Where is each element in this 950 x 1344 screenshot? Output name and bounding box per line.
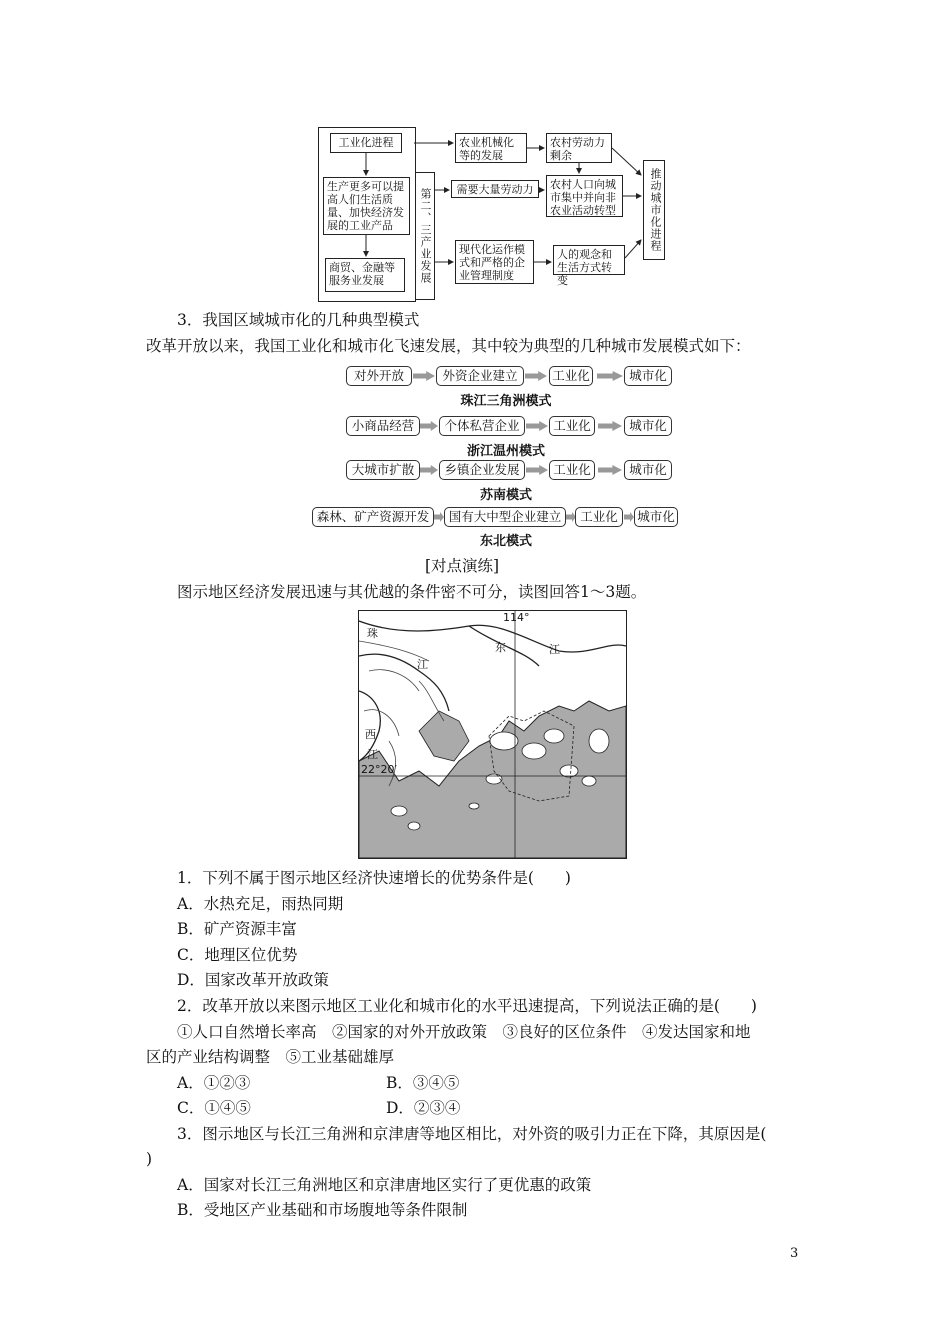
section-heading: 3．我国区域城市化的几种典型模式 (177, 311, 420, 329)
lifestyle-box: 人的观念和生活方式转变 (553, 245, 625, 275)
q1-option-b: B．矿产资源丰富 (177, 920, 297, 938)
model-step: 工业化 (549, 416, 595, 436)
practice-title: [对点演练] (425, 557, 500, 575)
model-step: 工业化 (549, 366, 593, 386)
q2-option-c: C．①④⑤ (177, 1099, 251, 1117)
agri-box: 农业机械化等的发展 (455, 133, 527, 163)
production-box: 生产更多可以提高人们生活质量、加快经济发展的工业产品 (323, 177, 410, 235)
migration-box: 农村人口向城市集中并向非农业活动转型 (546, 175, 623, 217)
model-step: 乡镇企业发展 (439, 460, 525, 480)
map-label: 西 (365, 728, 376, 741)
q3-stem-line1: 3．图示地区与长江三角洲和京津唐等地区相比，对外资的吸引力正在下降，其原因是( (177, 1125, 767, 1143)
map-label: 江 (367, 748, 378, 761)
model-step: 城市化 (634, 507, 678, 527)
model-caption: 东北模式 (479, 534, 532, 549)
q2-option-a: A．①②③ (177, 1074, 251, 1092)
model-step: 工业化 (575, 507, 623, 527)
section-intro: 改革开放以来，我国工业化和城市化飞速发展，其中较为典型的几种城市发展模式如下： (146, 337, 751, 355)
model-caption: 苏南模式 (479, 488, 532, 503)
q1-stem: 1．下列不属于图示地区经济快速增长的优势条件是( ) (177, 869, 571, 887)
lon-label: 114° (503, 611, 530, 624)
map-label: 东 (495, 641, 506, 654)
model-step: 森林、矿产资源开发 (312, 507, 434, 527)
flowchart-arrows (0, 0, 950, 320)
q3-stem-line2: ) (146, 1150, 153, 1168)
arrow-icon (420, 421, 438, 431)
arrow-icon (525, 371, 547, 381)
practice-intro: 图示地区经济发展迅速与其优越的条件密不可分，读图回答1～3题。 (177, 583, 647, 601)
model-step: 城市化 (624, 460, 672, 480)
model-caption: 浙江温州模式 (466, 444, 545, 459)
arrow-icon (420, 465, 438, 475)
model-step: 工业化 (549, 460, 595, 480)
q1-option-d: D．国家改革开放政策 (177, 971, 329, 989)
page-number: 3 (790, 1246, 799, 1261)
q1-option-c: C．地理区位优势 (177, 946, 298, 964)
map-drawing (359, 611, 626, 858)
q2-option-b: B．③④⑤ (386, 1074, 460, 1092)
map-label: 江 (549, 643, 560, 656)
model-step: 国有大中型企业建立 (444, 507, 566, 527)
arrow-icon (526, 421, 548, 431)
q2-option-d: D．②③④ (386, 1099, 461, 1117)
tertiary-box: 第二、三产业发展 (415, 172, 435, 300)
map-label: 珠 (367, 627, 378, 640)
model-step: 个体私营企业 (439, 416, 525, 436)
model-step: 城市化 (624, 416, 672, 436)
model-step: 大城市扩散 (346, 460, 420, 480)
arrow-icon (526, 465, 548, 475)
q1-option-a: A．水热充足，雨热同期 (177, 895, 344, 913)
model-step: 小商品经营 (346, 416, 420, 436)
model-caption: 珠江三角洲模式 (460, 394, 552, 409)
arrow-icon (598, 421, 622, 431)
model-step: 城市化 (624, 366, 672, 386)
arrow-icon (598, 465, 622, 475)
arrow-icon (434, 512, 444, 522)
industrialization-box: 工业化进程 (330, 133, 402, 153)
region-map (358, 610, 627, 859)
promote-box: 推动城市化进程 (643, 160, 665, 260)
modern-box: 现代化运作模式和严格的企业管理制度 (455, 240, 534, 284)
services-box: 商贸、金融等服务业发展 (325, 258, 405, 292)
lat-label: 22°20′ (361, 763, 397, 776)
q2-stem: 2．改革开放以来图示地区工业化和城市化的水平迅速提高，下列说法正确的是( ) (177, 997, 757, 1015)
rural-surplus-box: 农村劳动力剩余 (546, 133, 612, 163)
arrow-icon (413, 371, 435, 381)
q2-items-line1: ①人口自然增长率高 ②国家的对外开放政策 ③良好的区位条件 ④发达国家和地 (177, 1023, 751, 1041)
q2-items-line2: 区的产业结构调整 ⑤工业基础雄厚 (146, 1048, 395, 1066)
model-step: 对外开放 (346, 366, 412, 386)
q3-option-a: A．国家对长江三角洲地区和京津唐地区实行了更优惠的政策 (177, 1176, 592, 1194)
q3-option-b: B．受地区产业基础和市场腹地等条件限制 (177, 1201, 468, 1219)
map-label: 江 (417, 658, 428, 671)
arrow-icon (597, 371, 623, 381)
arrow-icon (624, 512, 634, 522)
model-step: 外资企业建立 (436, 366, 524, 386)
labor-need-box: 需要大量劳动力 (451, 180, 539, 198)
